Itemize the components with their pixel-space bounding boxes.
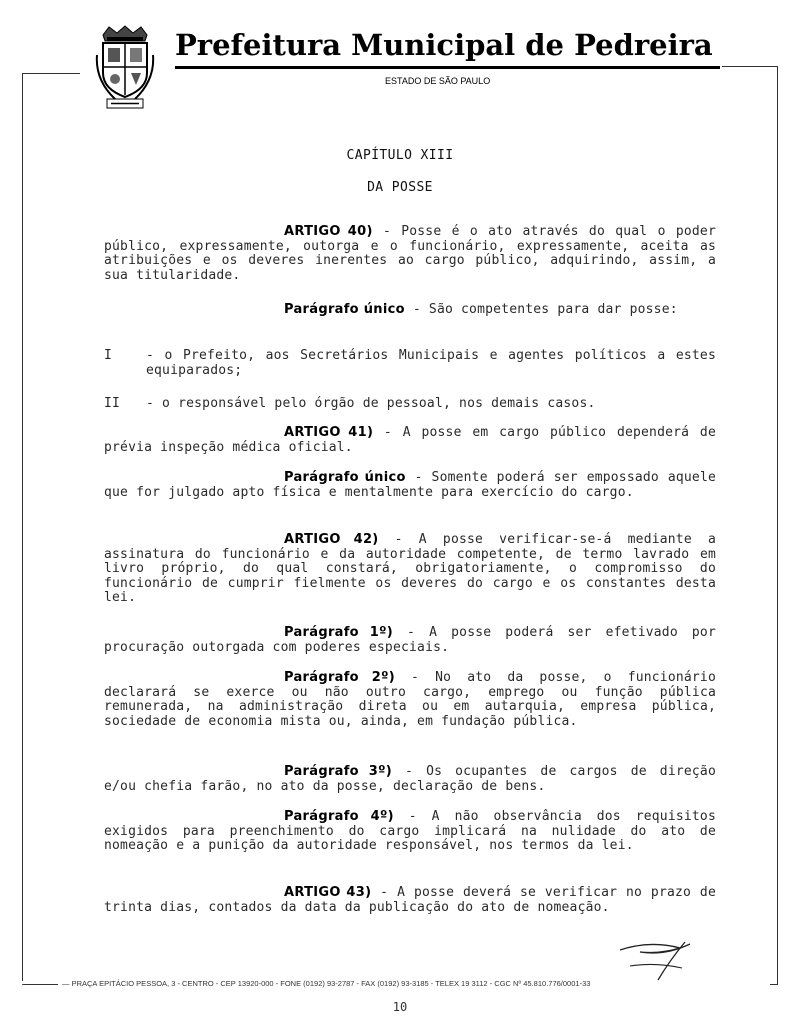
article-text: - A posse deverá se verificar no prazo de trinta dias, contados da data da publicação do ato de nomeação. [104,885,716,915]
paragraph-text: - São competentes para dar posse: [404,302,678,317]
paragraph-text: - Somente poderá ser empossado aquele que for julgado apto física e mentalmente para exercício do cargo. [104,470,716,500]
item-number: II [104,396,121,411]
article-42 [104,533,716,606]
article-label: ARTIGO 40) [284,224,373,239]
item-text: - o Prefeito, aos Secretários Municipais e agentes políticos a estes equiparados; [146,348,716,378]
article-label: ARTIGO 42) [284,532,379,547]
paragraph-text: - Os ocupantes de cargos de direção e/ou chefia farão, no ato da posse, declaração de bens. [104,764,716,794]
chapter-title: CAPÍTULO XIII [346,148,454,163]
paragraph-label: Parágrafo 2º) [284,670,395,685]
article-42-paragraph-1 [104,626,716,655]
paragraph-text: - A não observância dos requisitos exigidos para preenchimento do cargo implicará na nulidade do ato de nomeação e a punição da autoridade responsável, nos termos da lei. [104,809,716,853]
state-subtitle: ESTADO DE SÃO PAULO [385,76,491,86]
signature-icon [610,938,700,983]
article-42-paragraph-4 [104,810,716,854]
article-41-paragraph [104,471,716,500]
article-41 [104,426,716,455]
article-42-paragraph-2 [104,671,716,729]
item-number: I [104,348,113,363]
frame-line-left [22,73,23,981]
paragraph-label: Parágrafo 1º) [284,625,393,640]
footer-address: — PRAÇA EPITÁCIO PESSOA, 3 - CENTRO - CEP 13920-000 - FONE (0192) 93-2787 - FAX (0192) 93-3185 - TELEX 19 3112 - CGC Nº 45.810.776/0001-33 [62,979,591,988]
paragraph-label: Parágrafo único [284,470,406,485]
title-underline [175,66,720,69]
paragraph-text: - No ato da posse, o funcionário declarará se exerce ou não outro cargo, emprego ou função pública remunerada, na administração direta ou em autarquia, empresa pública, sociedade de economia mista ou, ainda, em fundação pública. [104,670,716,729]
frame-line-right [777,66,778,984]
list-item-2 [104,397,716,412]
list-item-1 [104,349,716,378]
frame-line-top-right [722,66,778,67]
frame-line-top-left [22,73,80,74]
paragraph-label: Parágrafo único [284,302,405,317]
article-42-paragraph-3 [104,765,716,794]
article-text: - A posse verificar-se-á mediante a assinatura do funcionário e da autoridade competente, de termo lavrado em livro próprio, do qual constará, obrigatoriamente, o compromisso do funcionário de cumprir fielmente os deveres do cargo e os constantes desta lei. [104,532,716,605]
article-label: ARTIGO 43) [284,885,372,900]
article-43 [104,886,716,915]
paragraph-label: Parágrafo 4º) [284,809,394,824]
item-text: - o responsável pelo órgão de pessoal, nos demais casos. [146,396,596,411]
paragraph-text: - A posse poderá ser efetivado por procuração outorgada com poderes especiais. [104,625,716,655]
paragraph-label: Parágrafo 3º) [284,764,392,779]
page-number: 10 [392,1000,408,1014]
article-40-paragraph [104,303,716,318]
page-title: Prefeitura Municipal de Pedreira [175,28,713,62]
article-text: - A posse em cargo público dependerá de prévia inspeção médica oficial. [104,425,716,455]
article-40 [104,225,716,283]
article-label: ARTIGO 41) [284,425,374,440]
coat-of-arms-icon [95,25,155,110]
article-text: - Posse é o ato através do qual o poder público, expressamente, outorga e o funcionário, expressamente, aceita as atribuições e os deveres inerentes ao cargo público, adquirindo, assim, a sua titularidade. [104,224,716,283]
frame-line-bottom-left [22,984,58,985]
chapter-subtitle: DA POSSE [367,180,433,195]
